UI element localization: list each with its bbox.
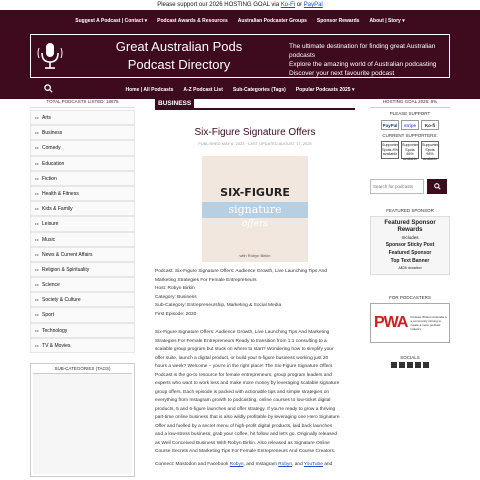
featured-item-2: Featured Sponsor bbox=[388, 250, 432, 256]
chevron-right-icon: ▸▸ bbox=[35, 236, 40, 242]
post-meta: PUBLISHED MAY 6, 2023 · LAST UPDATED AUGUST 17, 2025 bbox=[198, 142, 312, 146]
subcategories-widget bbox=[30, 363, 135, 477]
instagram-icon[interactable] bbox=[399, 362, 405, 368]
nav-home[interactable]: Home | All Podcasts bbox=[125, 87, 174, 93]
category-label: Technology bbox=[42, 327, 68, 334]
featured-sponsor-widget bbox=[370, 208, 450, 275]
chevron-right-icon: ▸▸ bbox=[35, 206, 40, 212]
youtube-link[interactable]: YouTube bbox=[304, 461, 323, 467]
category-label: Music bbox=[42, 236, 56, 243]
chevron-right-icon: ▸▸ bbox=[35, 251, 40, 257]
tagline-line3: Discover your next favourite podcast bbox=[289, 70, 395, 77]
subcat-cloud bbox=[33, 374, 132, 474]
description-line: offer suite, launch a digital product, or build your 6-figure business working just 20 bbox=[155, 355, 329, 361]
category-label: Arts bbox=[42, 115, 51, 121]
info-line: Marketing Strategies For Female Entrepreneurs bbox=[155, 277, 257, 283]
podcast-count: TOTAL PODCASTS LISTED: 18878 bbox=[30, 99, 135, 108]
category-list bbox=[30, 110, 135, 353]
category-label: Health & Fitness bbox=[42, 190, 79, 197]
mastodon-icon[interactable] bbox=[407, 362, 413, 368]
supporter-spot[interactable]: Supporter Spots 98% available bbox=[422, 143, 439, 161]
header-box bbox=[30, 34, 450, 78]
connect-and: , and bbox=[292, 461, 305, 467]
description-line: part-time online business that is also wildly profitable by leveraging one Hero Signature bbox=[155, 415, 340, 420]
category-item[interactable] bbox=[30, 201, 135, 216]
youtube-icon[interactable] bbox=[415, 362, 421, 368]
cover-text-2: signature bbox=[228, 203, 282, 216]
category-item[interactable] bbox=[30, 247, 135, 262]
search-button[interactable] bbox=[427, 179, 447, 194]
pwa-banner[interactable] bbox=[370, 303, 450, 343]
for-podcasters-heading: FOR PODCASTERS bbox=[389, 295, 431, 300]
nav-suggest[interactable]: Suggest A Podcast | Contact ▾ bbox=[75, 17, 148, 24]
social-icons bbox=[370, 362, 450, 368]
category-badge[interactable]: BUSINESS bbox=[155, 99, 194, 108]
kofi-button[interactable]: Ko-fi bbox=[421, 120, 439, 130]
category-item[interactable] bbox=[30, 186, 135, 201]
for-podcasters-widget bbox=[370, 295, 450, 343]
chevron-right-icon: ▸▸ bbox=[35, 342, 40, 348]
nav-popular[interactable]: Popular Podcasts 2025 ▾ bbox=[295, 87, 355, 93]
chevron-right-icon: ▸▸ bbox=[35, 160, 40, 166]
category-item[interactable] bbox=[30, 323, 135, 338]
kofi-link[interactable]: Ko-Fi bbox=[280, 2, 296, 8]
pwa-logo: PWA bbox=[374, 314, 408, 331]
site-title-line2: Podcast Directory bbox=[127, 57, 231, 72]
main-content bbox=[155, 99, 355, 469]
info-line: Sub-Category: Entrepreneurship, Marketing & Social Media bbox=[155, 303, 282, 308]
nav-awards[interactable]: Podcast Awards & Resources bbox=[157, 17, 228, 24]
info-line: Category: Business bbox=[155, 294, 197, 300]
featured-price: A$35 donation bbox=[398, 266, 422, 270]
category-item[interactable] bbox=[30, 110, 135, 125]
supporter-spot[interactable]: Supporter Spots 8% available bbox=[381, 141, 399, 159]
site-title[interactable] bbox=[69, 35, 289, 77]
description-line: as Well Conceived Business With Robyn Birkin. Also released as Signature Online bbox=[155, 440, 330, 446]
description-line: and a low-stress business, grab your coffee, hit follow and let's go. Originally released bbox=[155, 432, 337, 437]
info-line: First Episode: 2020 bbox=[155, 311, 197, 317]
featured-includes: Includes bbox=[401, 235, 419, 240]
chevron-right-icon: ▸▸ bbox=[35, 266, 40, 272]
description-line: Offer and fuelled by a secret menu of high-profit digital products, laid back launches bbox=[155, 423, 333, 429]
chevron-right-icon: ▸▸ bbox=[35, 175, 40, 181]
description-line: group offers. Each episode is packed with actionable tips and simple strategies on bbox=[155, 389, 330, 395]
category-label: Leisure bbox=[42, 221, 59, 228]
paypal-link[interactable]: PayPal bbox=[303, 2, 323, 8]
cover-text-4: with Robyn Birkin bbox=[239, 253, 271, 258]
cover-text-1: SIX-FIGURE bbox=[220, 186, 290, 199]
chevron-right-icon: ▸▸ bbox=[35, 130, 40, 136]
tagline-line1: The ultimate destination for finding great Australian podcasts bbox=[289, 43, 436, 59]
category-item[interactable] bbox=[30, 232, 135, 247]
chevron-right-icon: ▸▸ bbox=[35, 327, 40, 333]
connect-suffix: and bbox=[322, 461, 333, 467]
category-label: Kids & Family bbox=[42, 206, 73, 213]
facebook-link[interactable]: Robyn bbox=[229, 461, 244, 467]
featured-item-3: Top Text Banner bbox=[390, 258, 430, 264]
category-label: Business bbox=[42, 130, 63, 137]
tagline-line2: Explore the amazing world of Australian podcasting bbox=[289, 61, 437, 68]
nav-groups[interactable]: Australian Podcaster Groups bbox=[237, 17, 307, 24]
category-item[interactable] bbox=[30, 216, 135, 231]
post-title: Six-Figure Signature Offers bbox=[194, 127, 316, 138]
site-tagline bbox=[289, 35, 449, 77]
top-nav bbox=[0, 10, 480, 31]
category-label: Science bbox=[42, 282, 60, 289]
socials-heading: SOCIALS bbox=[400, 355, 420, 360]
description-line: Strategies For Female Entrepreneurs Ready to transition from 1:1 consulting to a bbox=[155, 338, 327, 344]
connect-prefix: Connect: Mastodon and Facebook bbox=[155, 461, 230, 467]
linkedin-icon[interactable] bbox=[423, 362, 429, 368]
category-item[interactable] bbox=[30, 277, 135, 292]
nav-about[interactable]: About | Story ▾ bbox=[369, 17, 405, 24]
featured-title-1: Featured Sponsor bbox=[384, 220, 436, 226]
search-icon[interactable] bbox=[44, 84, 53, 95]
category-item[interactable] bbox=[30, 140, 135, 155]
category-label: Sport bbox=[42, 312, 54, 319]
description-line: scalable group program but stuck on where to start? Wondering how to simplify your bbox=[155, 347, 334, 352]
description-line: experts who want to work less and make more money by leveraging scalable signature bbox=[155, 381, 340, 386]
current-supporters-heading: CURRENT SUPPORTERS: bbox=[382, 133, 438, 138]
category-item[interactable] bbox=[30, 156, 135, 171]
nav-sponsor[interactable]: Sponsor Rewards bbox=[316, 17, 360, 24]
category-label: News & Current Affairs bbox=[42, 251, 93, 258]
support-or: or bbox=[295, 2, 304, 8]
right-sidebar bbox=[370, 99, 450, 368]
chevron-right-icon: ▸▸ bbox=[35, 221, 40, 227]
description-line: Six-Figure Signature Offers: Audience Growth, Live Launching Tips And Marketing bbox=[155, 330, 330, 335]
chevron-right-icon: ▸▸ bbox=[35, 190, 40, 196]
microphone-icon[interactable] bbox=[31, 35, 69, 77]
description-line: products, 5 and 6-figure launches and offer strategy. If you're ready to grow a thriving bbox=[155, 406, 336, 412]
stripe-button[interactable]: stripe bbox=[401, 120, 419, 130]
category-label: Education bbox=[42, 160, 65, 167]
info-line: Podcast: Six-Figure Signature Offers: Audience Growth, Live Launching Tips And bbox=[155, 269, 327, 274]
chevron-right-icon: ▸▸ bbox=[35, 282, 40, 288]
left-sidebar bbox=[30, 99, 135, 477]
support-text: Please support our 2026 HOSTING GOAL via bbox=[157, 2, 281, 8]
nav-az[interactable]: A-Z Podcast List bbox=[183, 87, 223, 93]
chevron-right-icon: ▸▸ bbox=[35, 145, 40, 151]
connect-line bbox=[155, 461, 355, 470]
description-line: hours a week? Welcome – you're in the right place! The Six-Figure Signature Offers bbox=[155, 364, 333, 369]
socials-widget bbox=[370, 355, 450, 368]
category-item[interactable] bbox=[30, 125, 135, 140]
chevron-right-icon: ▸▸ bbox=[35, 297, 40, 303]
category-divider bbox=[155, 108, 355, 110]
site-header bbox=[0, 31, 480, 81]
category-item[interactable] bbox=[30, 171, 135, 186]
please-support-heading: PLEASE SUPPORT bbox=[389, 111, 431, 116]
supporter-spots bbox=[370, 141, 450, 159]
featured-sponsor-box[interactable] bbox=[370, 216, 450, 275]
support-bar bbox=[0, 0, 480, 10]
category-item[interactable] bbox=[30, 292, 135, 307]
connect-mid: , and Instagram bbox=[243, 461, 279, 467]
site-title-line1: Great Australian Pods bbox=[115, 39, 243, 54]
search-input[interactable] bbox=[370, 179, 424, 194]
cover-text-3: offers bbox=[241, 219, 269, 229]
supporter-spot[interactable]: Supporter Spots 98% available bbox=[402, 143, 419, 161]
podcast-description bbox=[155, 329, 355, 457]
podcast-info bbox=[155, 268, 355, 319]
podcast-cover-image bbox=[202, 156, 308, 262]
main-nav bbox=[0, 81, 480, 99]
category-item[interactable] bbox=[30, 307, 135, 322]
category-item[interactable] bbox=[30, 262, 135, 277]
category-item[interactable] bbox=[30, 338, 135, 353]
category-label: Fiction bbox=[42, 175, 57, 182]
category-label: TV & Movies bbox=[42, 342, 71, 349]
category-label: Religion & Spirituality bbox=[42, 266, 90, 273]
nav-subcats[interactable]: Sub-Categories (Tags) bbox=[232, 87, 286, 93]
chevron-right-icon: ▸▸ bbox=[35, 312, 40, 318]
paypal-button[interactable]: PayPal bbox=[381, 120, 399, 130]
description-line: everything from Instagram growth to podcasting, online courses to low-ticket digital bbox=[155, 398, 331, 403]
featured-item-1: Sponsor Sticky Post bbox=[385, 242, 435, 248]
featured-sponsor-heading: FEATURED SPONSOR bbox=[386, 208, 434, 213]
divider bbox=[370, 107, 450, 108]
sidebar-search bbox=[370, 179, 450, 194]
category-label: Society & Culture bbox=[42, 297, 81, 304]
hosting-goal: HOSTING GOAL 2026: 8% bbox=[382, 99, 438, 104]
description-line: Course Secrets And Marketing Tips For Female Entrepreneurs And Course Creators. bbox=[155, 449, 336, 454]
info-line: Host: Robyn Birkin bbox=[155, 286, 195, 291]
chevron-right-icon: ▸▸ bbox=[35, 115, 40, 120]
subcat-heading: SUB-CATEGORIES (TAGS) bbox=[33, 366, 132, 374]
description-line: Podcast is the go-to resource for female entrepreneurs, group program leaders and bbox=[155, 372, 332, 378]
category-label: Comedy bbox=[42, 145, 61, 152]
instagram-link[interactable]: Robyn bbox=[278, 461, 293, 467]
payment-buttons bbox=[370, 120, 450, 130]
facebook-icon[interactable] bbox=[391, 362, 397, 368]
pwa-text: Podcast Writers Australia is a community striving to create a more podcast industry bbox=[410, 315, 447, 331]
featured-title-2: Rewards bbox=[397, 227, 423, 233]
